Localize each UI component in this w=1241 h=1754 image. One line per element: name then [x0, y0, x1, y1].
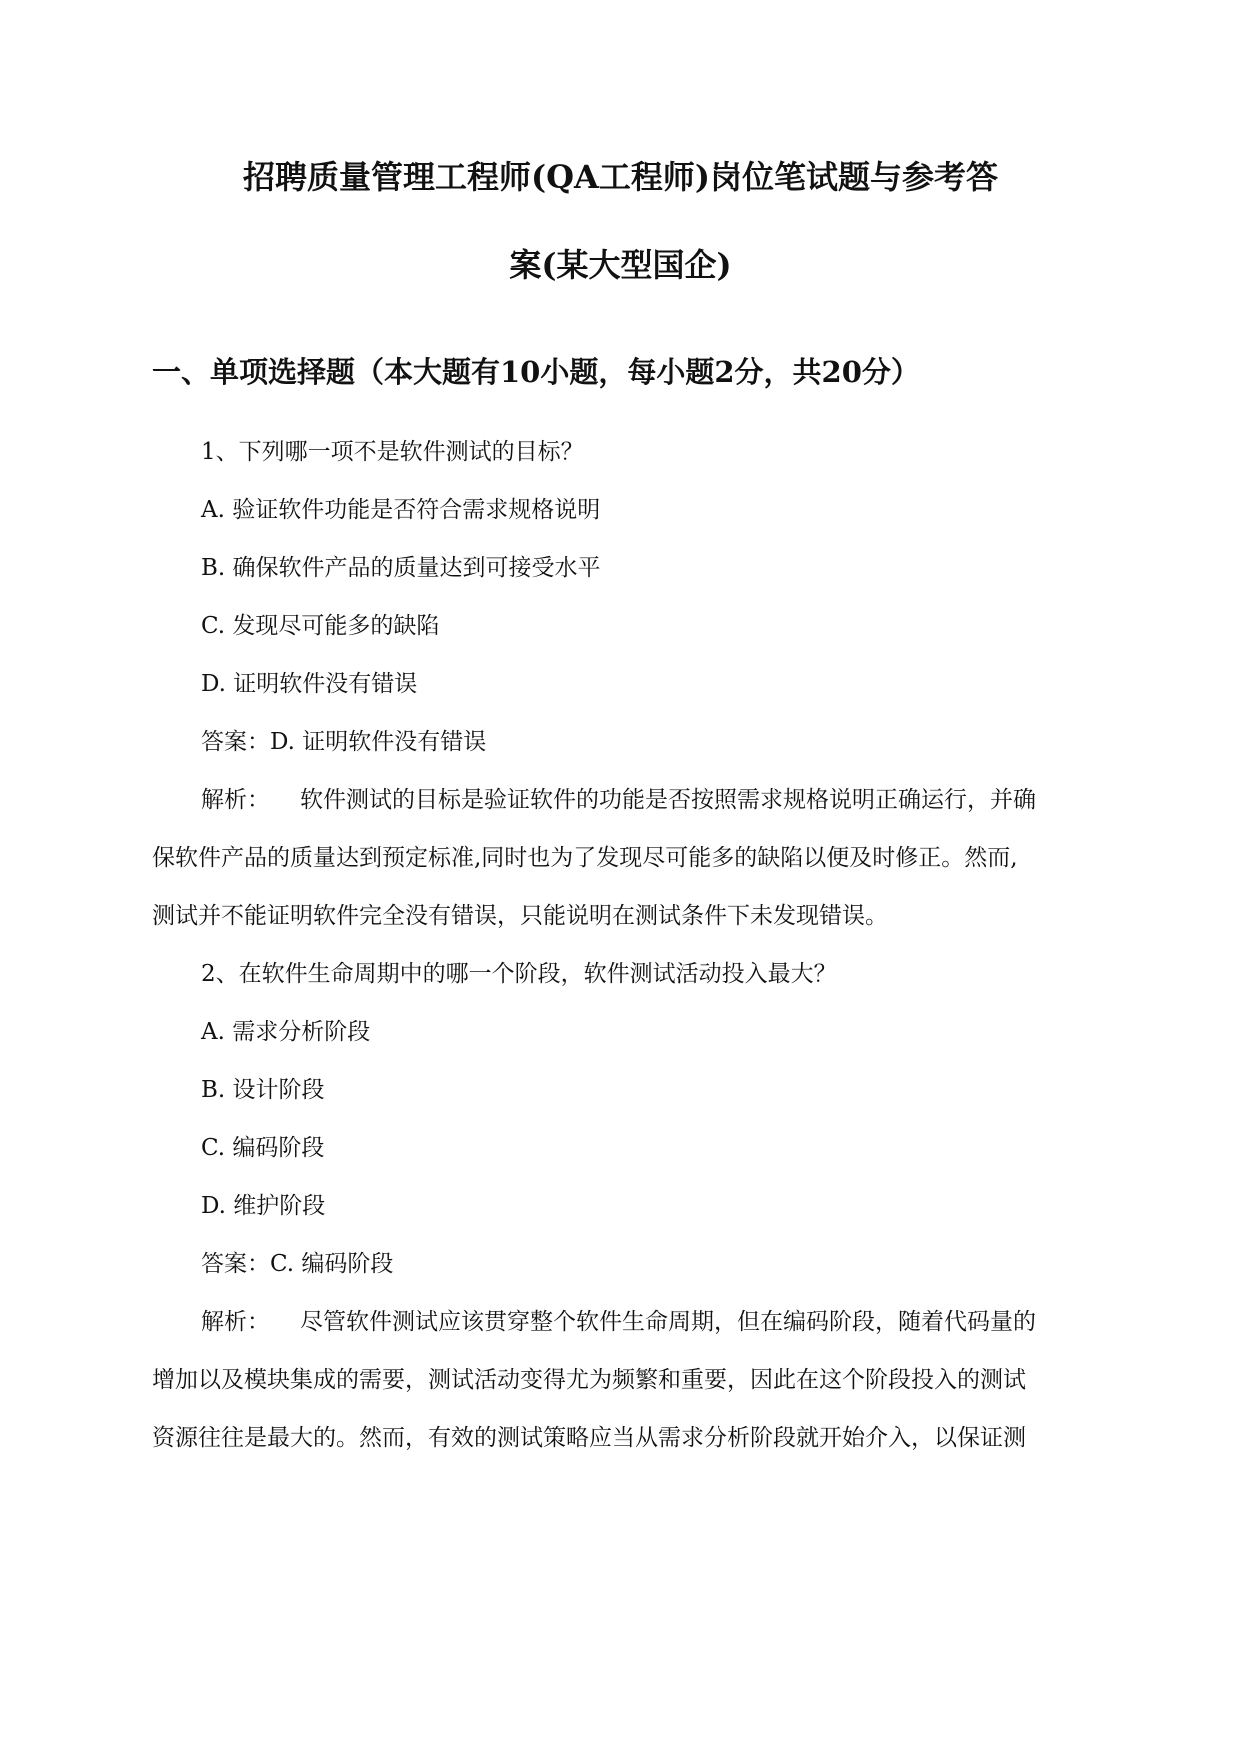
question-1-option-c: C. 发现尽可能多的缺陷 — [201, 613, 440, 639]
section-heading: 一、单项选择题（本大题有10小题，每小题2分，共20分） — [152, 355, 920, 389]
question-1-option-d: D. 证明软件没有错误 — [201, 671, 418, 697]
question-1-answer: 答案：D. 证明软件没有错误 — [201, 729, 487, 755]
question-2-analysis-text: 尽管软件测试应该贯穿整个软件生命周期，但在编码阶段，随着代码量的 — [300, 1309, 1036, 1335]
question-1-analysis-line-1 — [201, 784, 1036, 816]
question-2-answer: 答案：C. 编码阶段 — [201, 1251, 394, 1277]
question-2-stem: 2、在软件生命周期中的哪一个阶段，软件测试活动投入最大？ — [201, 961, 837, 987]
question-1-option-a: A. 验证软件功能是否符合需求规格说明 — [201, 497, 601, 523]
document-title-line-2: 案(某大型国企) — [509, 246, 732, 284]
document-title-line-1: 招聘质量管理工程师(QA工程师)岗位笔试题与参考答 — [243, 158, 998, 196]
question-2-option-d: D. 维护阶段 — [201, 1193, 326, 1219]
question-1-option-b: B. 确保软件产品的质量达到可接受水平 — [201, 555, 601, 581]
question-1-analysis-label: 解析： — [201, 787, 270, 813]
question-2-option-b: B. 设计阶段 — [201, 1077, 325, 1103]
question-2-analysis-label: 解析： — [201, 1309, 270, 1335]
question-1-stem: 1、下列哪一项不是软件测试的目标？ — [201, 439, 584, 465]
question-1-analysis-line-3: 测试并不能证明软件完全没有错误，只能说明在测试条件下未发现错误。 — [152, 903, 888, 929]
question-2-option-c: C. 编码阶段 — [201, 1135, 325, 1161]
question-2-analysis-line-1 — [201, 1306, 1036, 1338]
question-1-analysis-text: 软件测试的目标是验证软件的功能是否按照需求规格说明正确运行，并确 — [300, 787, 1036, 813]
question-2-option-a: A. 需求分析阶段 — [201, 1019, 371, 1045]
question-2-analysis-line-2: 增加以及模块集成的需要，测试活动变得尤为频繁和重要，因此在这个阶段投入的测试 — [152, 1367, 1026, 1393]
question-1-analysis-line-2: 保软件产品的质量达到预定标准,同时也为了发现尽可能多的缺陷以便及时修正。然而, — [152, 845, 1018, 871]
question-2-analysis-line-3: 资源往往是最大的。然而，有效的测试策略应当从需求分析阶段就开始介入，以保证测 — [152, 1425, 1026, 1451]
